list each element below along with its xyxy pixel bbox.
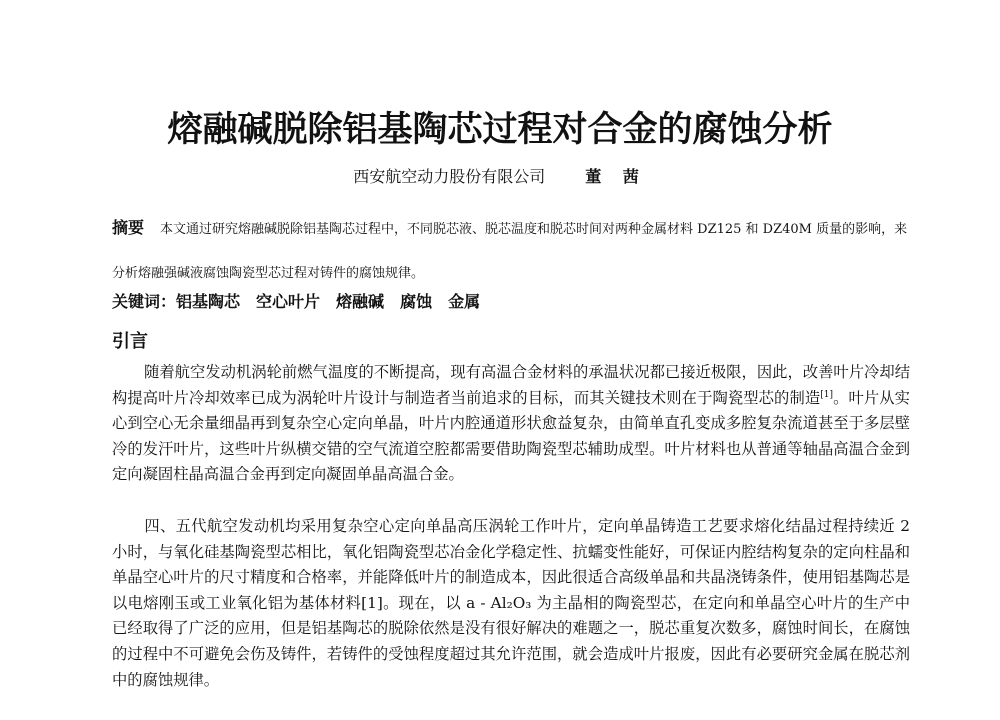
abstract <box>112 206 912 296</box>
section-heading-introduction: 引言 <box>112 331 148 352</box>
paragraph-text: 。叶片从实心到空心无余量细晶再到复杂空心定向单晶，叶片内腔通道形状愈益复杂，由简单直孔变成多腔复杂流道甚至于多层壁冷的发汗叶片，这些叶片纵横交错的空气流道空腔都需要借助陶瓷型芯辅助成型。叶片材料也从普通等轴晶高温合金到定向凝固柱晶高温合金再到定向凝固单晶高温合金。 <box>112 388 910 484</box>
author-name: 董 茜 <box>585 167 647 186</box>
paragraph-text: 随着航空发动机涡轮前燃气温度的不断提高，现有高温合金材料的承温状况都已接近极限，因此，改善叶片冷却结构提高叶片冷却效率已成为涡轮叶片设计与制造者当前追求的目标，而其关键技术则在于陶瓷型芯的制造 <box>112 363 910 407</box>
paragraph-text: 四、五代航空发动机均采用复杂空心定向单晶高压涡轮工作叶片，定向单晶铸造工艺要求熔化结晶过程持续近 2 小时，与氧化硅基陶瓷型芯相比，氧化铝陶瓷型芯冶金化学稳定性、抗蠕变性能好，可保证内腔结构复杂的定向柱晶和单晶空心叶片的尺寸精度和合格率，并能降低叶片的制造成本，因此很适合高级单晶和共晶浇铸条件，使用铝基陶芯是以电熔刚玉或工业氧化铝为基体材料[1]。现在，以 a - Al₂O₃ 为主晶相的陶瓷型芯，在定向和单晶空心叶片的生产中已经取得了广泛的应用，但是铝基陶芯的脱除依然是没有很好解决的难题之一，脱芯重复次数多，腐蚀时间长，在腐蚀的过程中不可避免会伤及铸件，若铸件的受蚀程度超过其允许范围，就会造成叶片报废，因此有必要研究金属在脱芯剂中的腐蚀规律。 <box>112 517 910 689</box>
keywords <box>112 290 912 314</box>
byline <box>0 166 1000 188</box>
keyword: 铝基陶芯 <box>176 292 241 311</box>
citation-ref: [1] <box>820 389 833 400</box>
affiliation: 西安航空动力股份有限公司 <box>353 167 546 186</box>
keyword: 熔融碱 <box>336 292 385 311</box>
keyword: 腐蚀 <box>400 292 433 311</box>
keyword: 空心叶片 <box>256 292 321 311</box>
keyword: 金属 <box>448 292 481 311</box>
paragraph <box>112 514 910 693</box>
paper-title: 熔融碱脱除铝基陶芯过程对合金的腐蚀分析 <box>167 110 833 150</box>
abstract-text: 本文通过研究熔融碱脱除铝基陶芯过程中，不同脱芯液、脱芯温度和脱芯时间对两种金属材料 DZ125 和 DZ40M 质量的影响，来分析熔融强碱液腐蚀陶瓷型芯过程对铸件的腐蚀规律。 <box>112 222 908 281</box>
abstract-label: 摘要 <box>112 218 145 237</box>
keywords-label: 关键词： <box>112 292 177 311</box>
paragraph <box>112 360 910 488</box>
